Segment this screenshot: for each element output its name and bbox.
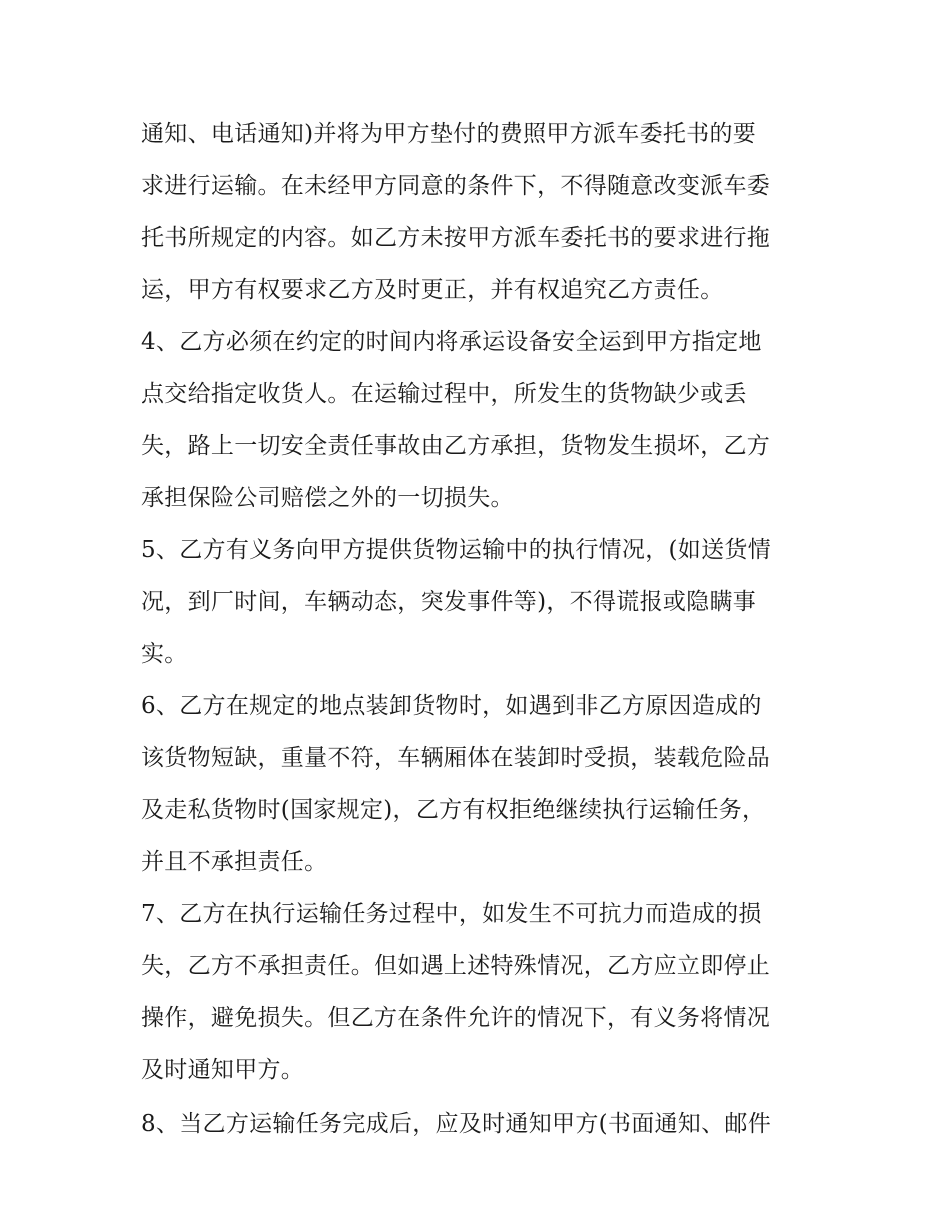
- text-line: 失，乙方不承担责任。但如遇上述特殊情况，乙方应立即停止: [141, 953, 771, 979]
- text-line: 通知、电话通知)并将为甲方垫付的费照甲方派车委托书的要: [141, 121, 757, 147]
- text-line: 托书所规定的内容。如乙方未按甲方派车委托书的要求进行拖: [141, 225, 771, 251]
- text-line: 实。: [141, 641, 188, 667]
- text-line: 该货物短缺，重量不符，车辆厢体在装卸时受损，装载危险品: [141, 745, 771, 771]
- contract-text-body: [141, 108, 811, 1150]
- text-line: 及走私货物时(国家规定)，乙方有权拒绝继续执行运输任务，: [141, 797, 766, 823]
- text-line: 运，甲方有权要求乙方及时更正，并有权追究乙方责任。: [141, 277, 724, 303]
- clause-5-start: 5、乙方有义务向甲方提供货物运输中的执行情况，(如送货情: [141, 537, 772, 563]
- text-line: 求进行运输。在未经甲方同意的条件下，不得随意改变派车委: [141, 173, 771, 199]
- clause-6-start: 6、乙方在规定的地点装卸货物时，如遇到非乙方原因造成的: [141, 693, 762, 719]
- text-line: 点交给指定收货人。在运输过程中，所发生的货物缺少或丢: [141, 381, 747, 407]
- clause-4-start: 4、乙方必须在约定的时间内将承运设备安全运到甲方指定地: [141, 329, 762, 355]
- clause-8-start: 8、当乙方运输任务完成后，应及时通知甲方(书面通知、邮件: [141, 1111, 772, 1137]
- clause-7-start: 7、乙方在执行运输任务过程中，如发生不可抗力而造成的损: [141, 901, 762, 927]
- text-line: 失，路上一切安全责任事故由乙方承担，货物发生损坏，乙方: [141, 433, 771, 459]
- text-line: 承担保险公司赔偿之外的一切损失。: [141, 485, 514, 511]
- text-line: 并且不承担责任。: [141, 849, 328, 875]
- text-line: 况，到厂时间，车辆动态，突发事件等)，不得谎报或隐瞒事: [141, 589, 757, 615]
- text-line: 操作，避免损失。但乙方在条件允许的情况下，有义务将情况: [141, 1005, 771, 1031]
- text-line: 及时通知甲方。: [141, 1057, 305, 1083]
